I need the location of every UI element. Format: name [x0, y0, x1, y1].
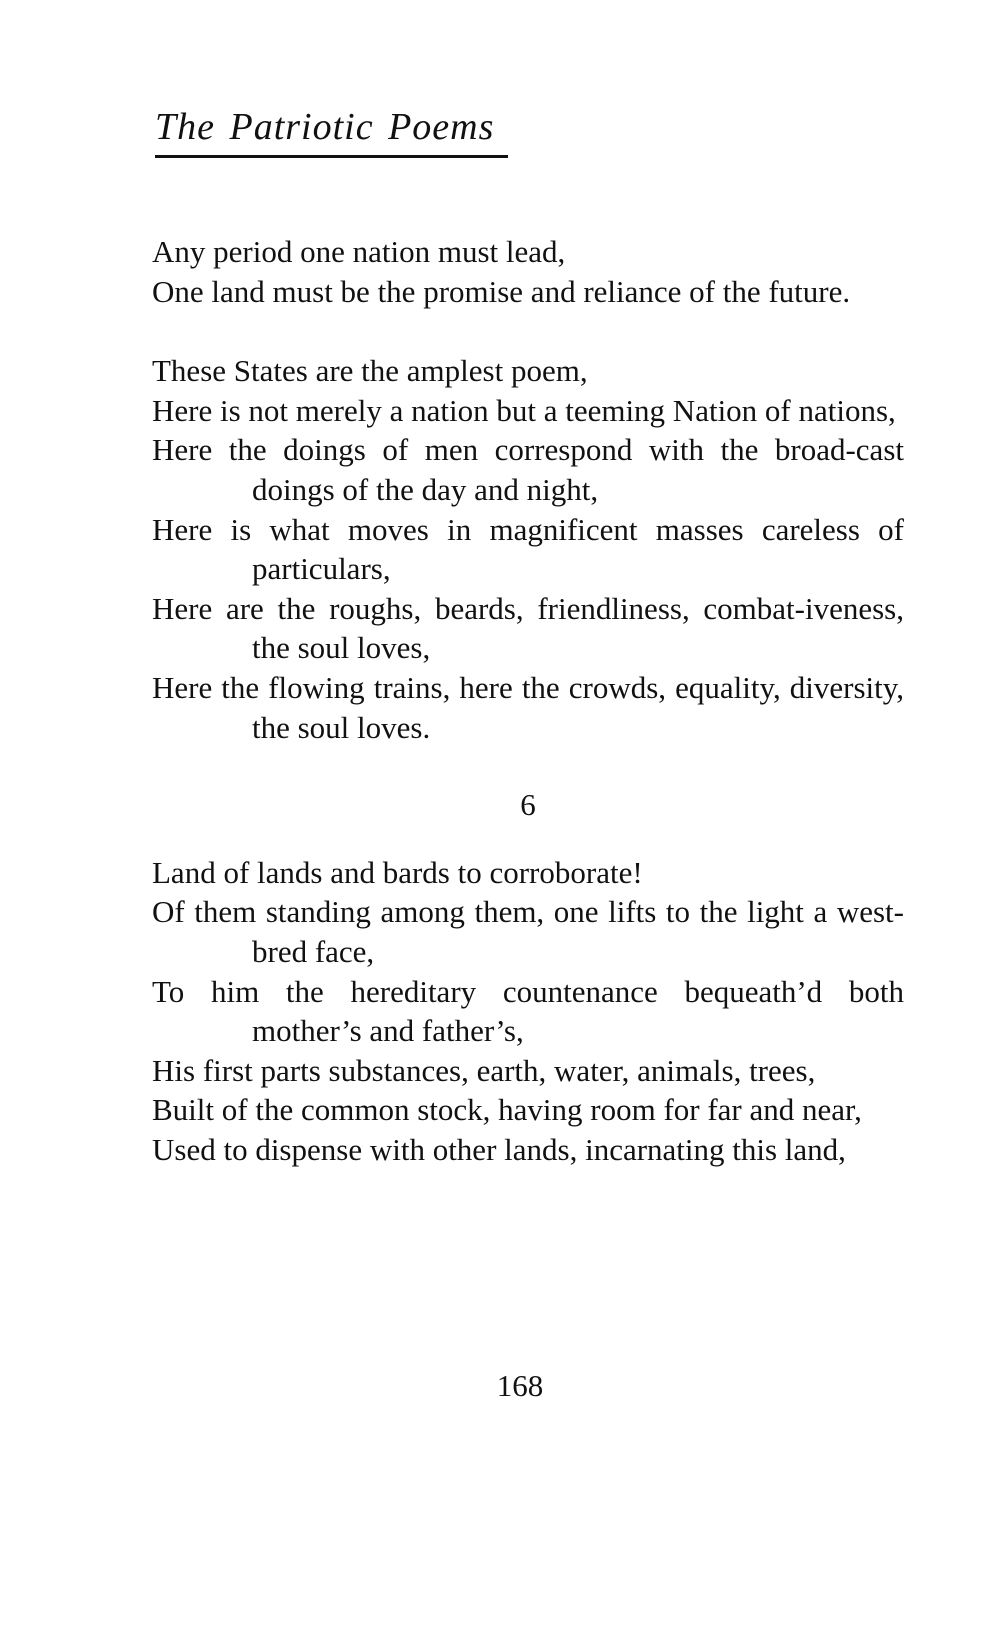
poem-line: Here is what moves in magnificent masses careless of particulars, [152, 511, 904, 587]
poem-line: Here the doings of men correspond with the broad-cast doings of the day and night, [152, 432, 904, 507]
stanza-2 [152, 351, 904, 747]
poem-body [152, 232, 904, 1209]
poem-line: Land of lands and bards to corroborate! [152, 854, 643, 890]
running-head-rule [155, 155, 508, 158]
running-head-title: The Patriotic Poems [155, 106, 495, 148]
poem-line: To him the hereditary countenance bequeath’d both mother’s and father’s, [152, 973, 904, 1049]
poem-line: Of them standing among them, one lifts to the light a west-bred face, [152, 894, 904, 969]
poem-line: Used to dispense with other lands, incarnating this land, [152, 1131, 846, 1167]
section-number: 6 [520, 787, 536, 823]
poem-line: Here are the roughs, beards, friendliness, combat-iveness, the soul loves, [152, 590, 904, 666]
stanza-1 [152, 232, 904, 311]
poem-line: One land must be the promise and reliance of the future. [152, 273, 851, 309]
poem-line: Here is not merely a nation but a teeming Nation of nations, [152, 392, 896, 428]
poem-line: These States are the amplest poem, [152, 353, 588, 389]
poem-line: His first parts substances, earth, water, animals, trees, [152, 1052, 816, 1088]
stanza-3 [152, 853, 904, 1170]
poem-line: Here the flowing trains, here the crowds, equality, diversity, the soul loves. [152, 669, 904, 745]
poem-line: Built of the common stock, having room for far and near, [152, 1092, 862, 1128]
page-number: 168 [496, 1368, 544, 1403]
poem-line: Any period one nation must lead, [152, 234, 566, 269]
